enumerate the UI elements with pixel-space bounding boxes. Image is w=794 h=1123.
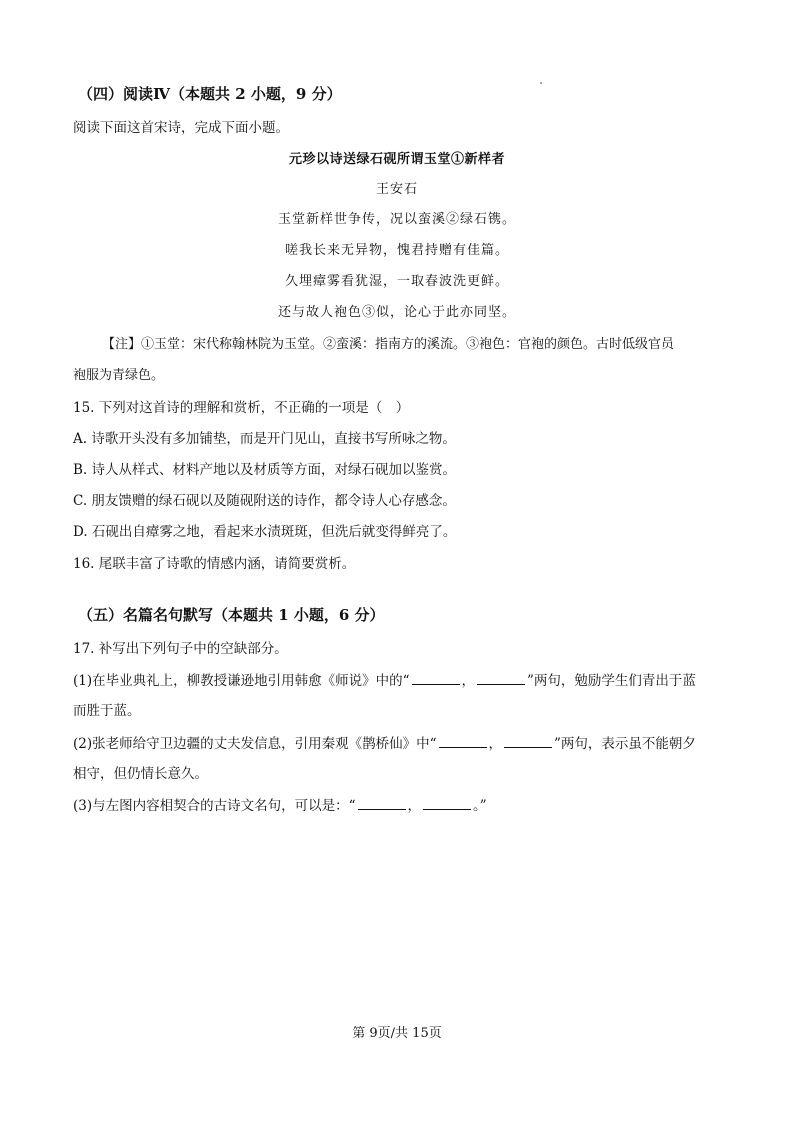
poem-line-2: 嗟我长来无异物，愧君持赠有佳篇。 [284,243,509,258]
poem-note-line-2: 袍服为青绿色。 [73,368,165,383]
poem-author: 王安石 [375,182,418,197]
section-4-heading: （四）阅读Ⅳ（本题共 2 小题，9 分） [78,85,342,103]
item-1-separator: ， [461,673,476,689]
question-16: 16. 尾联丰富了诗歌的情感内涵，请简要赏析。 [73,556,356,572]
question-15-option-a: A. 诗歌开头没有多加铺垫，而是开门见山，直接书写所咏之物。 [73,431,456,447]
section-5-heading: （五）名篇名句默写（本题共 1 小题，6 分） [78,606,385,624]
item-2-separator: ， [488,736,503,752]
item-2-text-b: ”两句，表示虽不能朝夕 [554,736,696,752]
item-1-text-b: ”两句，勉励学生们青出于蓝 [527,673,696,689]
poem-title: 元珍以诗送绿石砚所谓玉堂①新样者 [288,152,505,167]
poem-line-1: 玉堂新样世争传，况以蛮溪②绿石镌。 [277,212,516,227]
item-1-text-a: (1)在毕业典礼上，柳教授谦逊地引用韩愈《师说》中的“ [73,673,410,689]
answer-blank-1b[interactable] [477,670,525,685]
question-17-item-2-continued: 相守，但仍情长意久。 [73,766,208,782]
question-15-option-d: D. 石砚出自瘴雾之地，看起来水渍斑斑，但洗后就变得鲜亮了。 [73,524,457,540]
question-17-item-1 [73,670,696,691]
poem-line-4: 还与故人袍色③似，论心于此亦同坚。 [277,305,516,320]
section-4-instruction: 阅读下面这首宋诗，完成下面小题。 [73,120,289,136]
poem-note-line-1: 【注】①玉堂：宋代称翰林院为玉堂。②蛮溪：指南方的溪流。③袍色：官袍的颜色。古时低级官员 [102,337,675,352]
answer-blank-2b[interactable] [504,733,552,748]
answer-blank-1a[interactable] [412,670,460,685]
poem-line-3: 久埋瘴雾看犹湿，一取春波洗更鲜。 [284,274,509,289]
page-footer: 第 9页/共 15页 [352,1026,442,1041]
question-17-item-3 [73,795,487,816]
answer-blank-3b[interactable] [423,795,471,810]
answer-blank-2a[interactable] [439,733,487,748]
question-17-item-2 [73,733,696,754]
item-3-text-b: 。” [473,798,487,814]
question-15-stem: 15. 下列对这首诗的理解和赏析，不正确的一项是（ ） [73,400,410,416]
item-3-text-a: (3)与左图内容相契合的古诗文名句，可以是：“ [73,798,356,814]
stray-dot [540,82,542,84]
question-17-item-1-continued: 而胜于蓝。 [73,703,141,719]
question-17-stem: 17. 补写出下列句子中的空缺部分。 [73,641,288,657]
question-15-option-b: B. 诗人从样式、材料产地以及材质等方面，对绿石砚加以鉴赏。 [73,462,457,478]
item-2-text-a: (2)张老师给守卫边疆的丈夫发信息，引用秦观《鹊桥仙》中“ [73,736,437,752]
question-15-option-c: C. 朋友馈赠的绿石砚以及随砚附送的诗作，都令诗人心存感念。 [73,493,456,509]
item-3-separator: ， [407,798,422,814]
answer-blank-3a[interactable] [358,795,406,810]
